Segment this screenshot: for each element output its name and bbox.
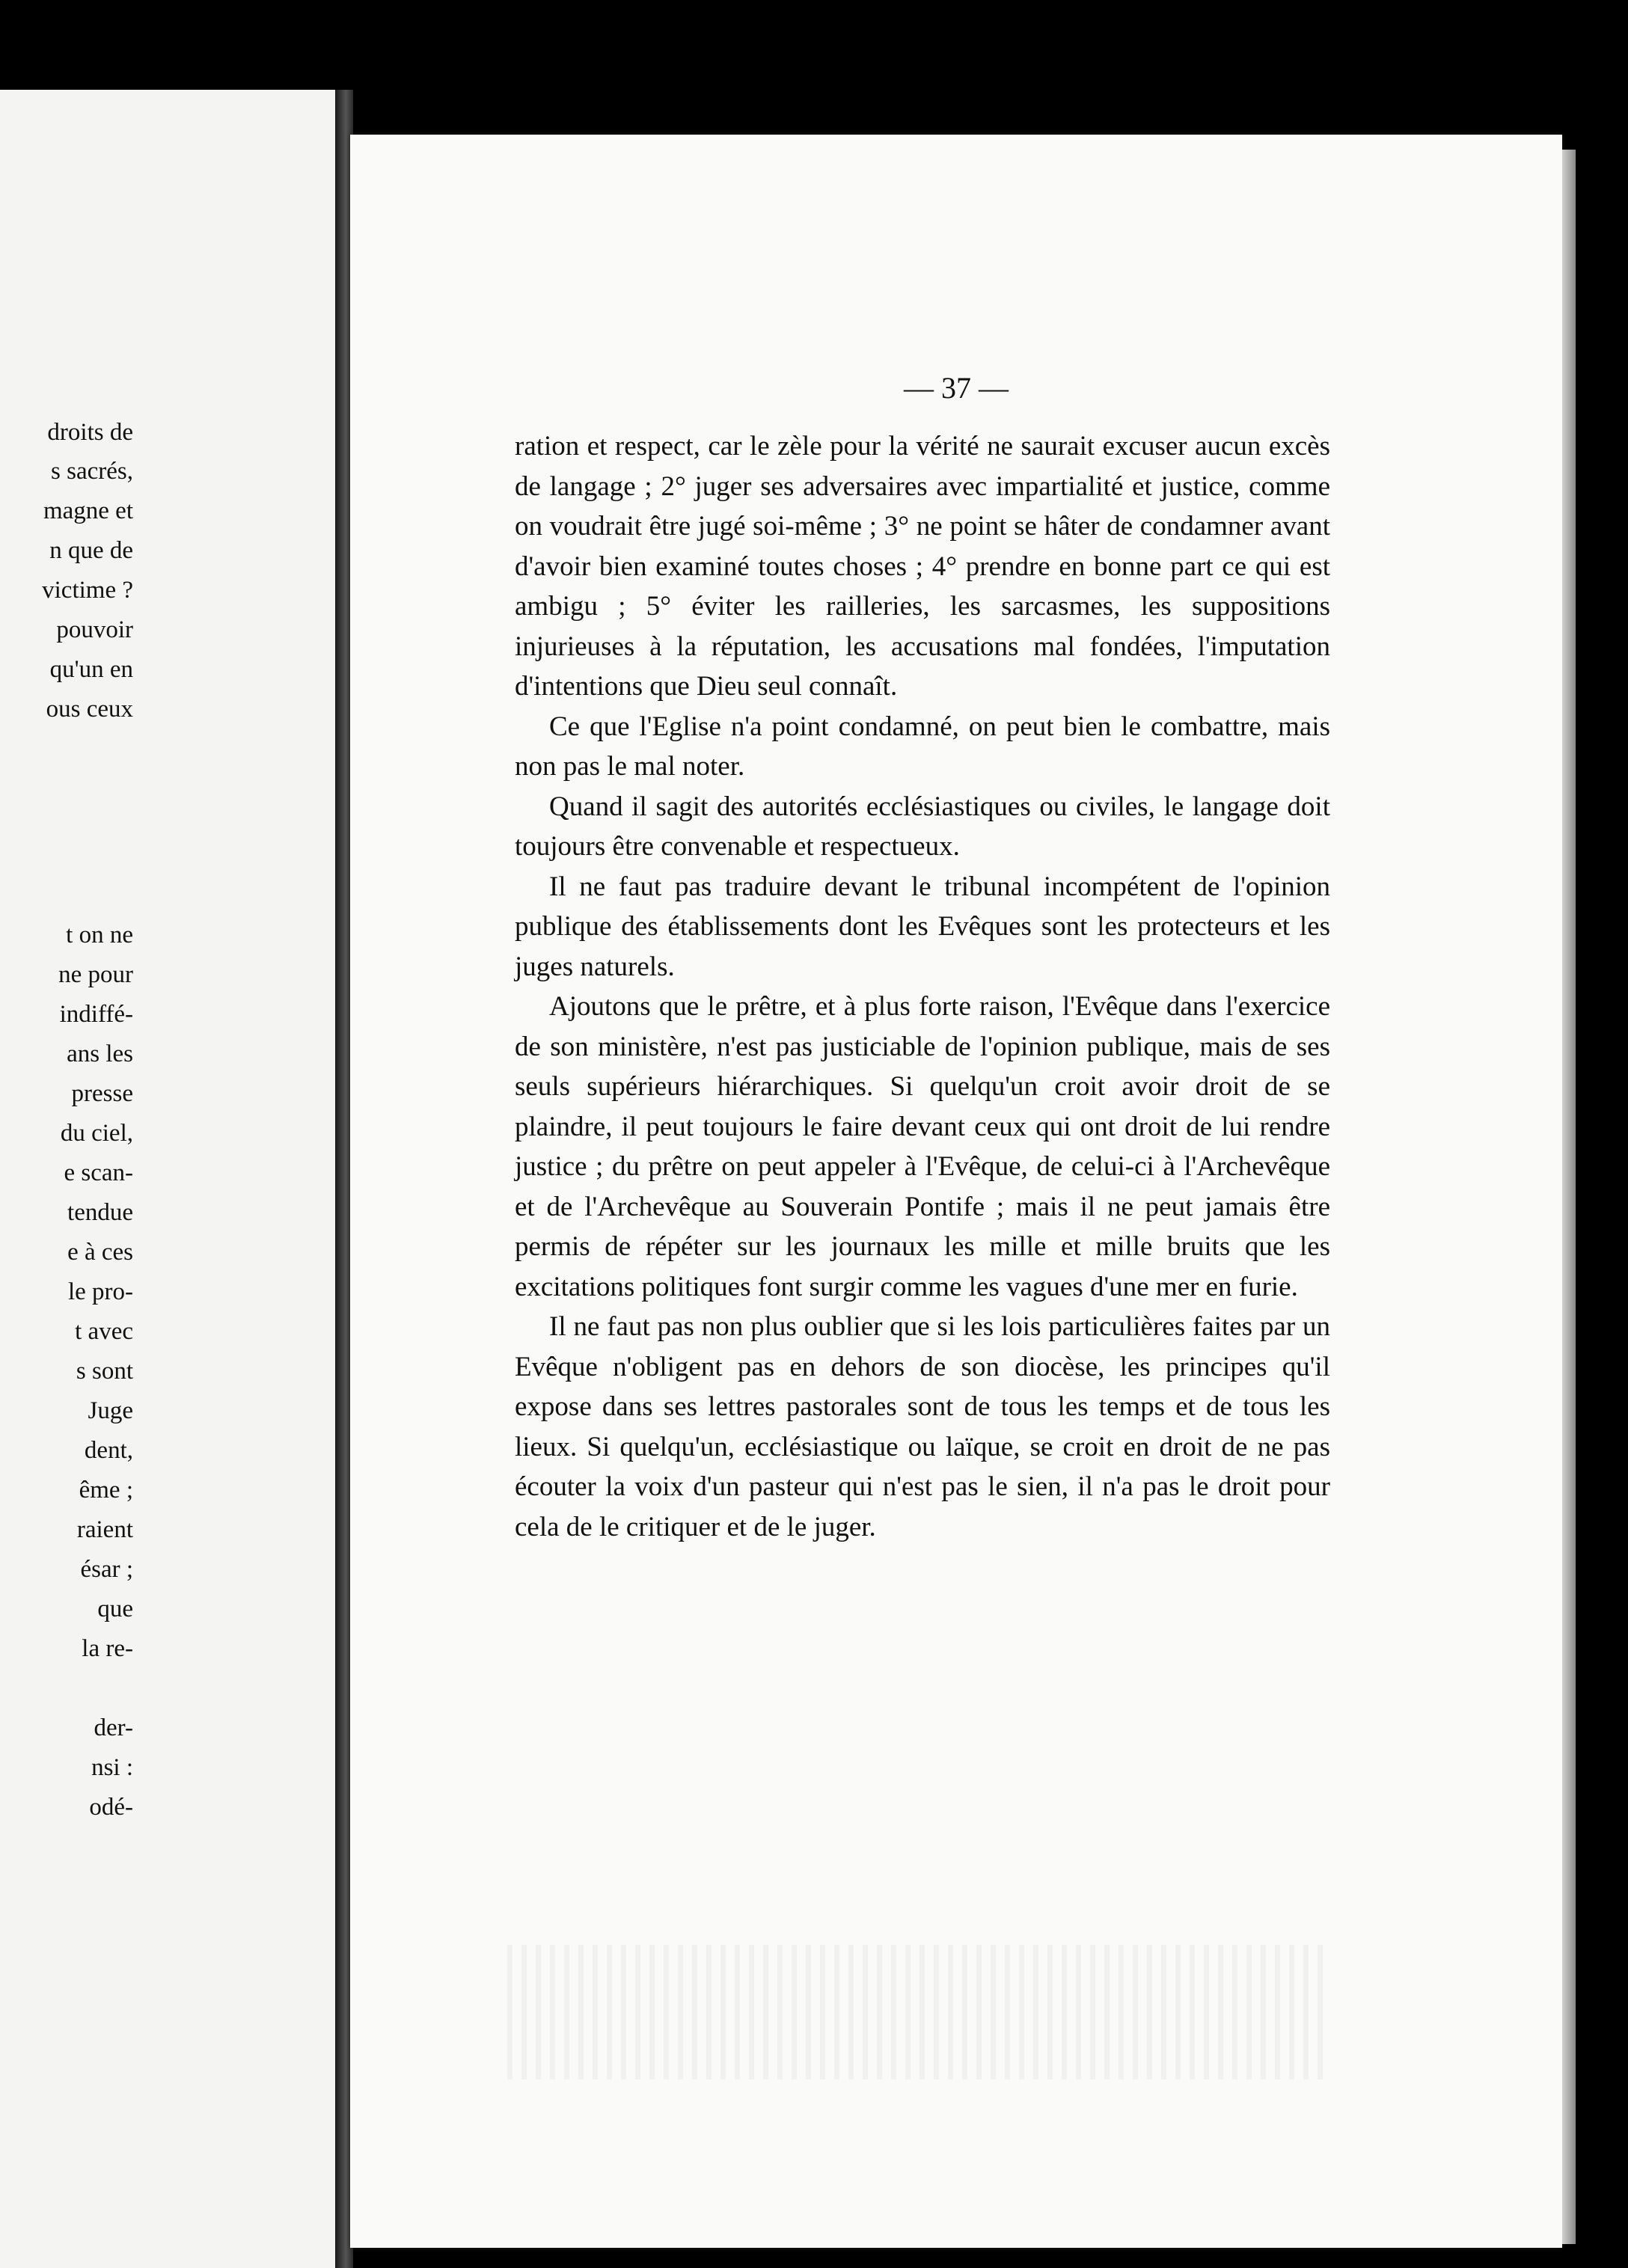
left-fragment: dent, xyxy=(84,1437,133,1464)
right-page xyxy=(350,135,1562,2248)
left-fragment: n que de xyxy=(49,537,133,564)
left-fragment: magne et xyxy=(43,497,133,524)
left-fragment: le pro- xyxy=(67,1278,133,1305)
left-fragment: que xyxy=(97,1596,133,1622)
page-number: — 37 — xyxy=(904,371,1009,405)
left-fragment: t avec xyxy=(75,1318,133,1345)
paragraph: Quand il sagit des autorités ecclésiastiques ou civiles, le langage doit toujours être convenable et respectueux. xyxy=(515,791,1330,862)
left-fragment: raient xyxy=(76,1516,133,1543)
page-body-text xyxy=(515,426,1330,1547)
left-fragment: indiffé- xyxy=(59,1001,133,1028)
left-fragment: ans les xyxy=(67,1040,133,1067)
left-fragment: tendue xyxy=(67,1199,133,1226)
left-fragment: der- xyxy=(94,1714,133,1741)
left-fragment: s sacrés, xyxy=(51,458,133,485)
left-fragment: la re- xyxy=(82,1635,133,1662)
paragraph: Ce que l'Eglise n'a point condamné, on peut bien le combattre, mais non pas le mal noter. xyxy=(515,711,1330,782)
left-fragment: t on ne xyxy=(66,922,133,948)
paragraph: Ajoutons que le prêtre, et à plus forte raison, l'Evêque dans l'exercice de son ministère, n'est pas justiciable de l'opinion publique, mais de ses seuls supérieurs hiérarchiques. Si quelqu'un croit avoir droit de se plaindre, il peut toujours le faire devant ceux qui ont droit de lui rendre justice ; du prêtre on peut appeler à l'Evêque, de celui-ci à l'Archevêque et de l'Archevêque au Souverain Pontife ; mais il ne peut jamais être permis de répéter sur les journaux les mille et mille bruits que les excitations politiques font surgir comme les vagues d'une mer en furie. xyxy=(515,991,1330,1302)
left-fragment: ême ; xyxy=(79,1477,133,1504)
left-fragment: e scan- xyxy=(64,1159,133,1186)
left-fragment: Juge xyxy=(88,1397,133,1424)
paragraph: ration et respect, car le zèle pour la vérité ne saurait excuser aucun excès de langage ; 2° juger ses adversaires avec impartialité et justice, comme on voudrait être jugé soi-même ; 3° ne point se hâter de condamner avant d'avoir bien examiné toutes choses ; 4° prendre en bonne part ce qui est ambigu ; 5° éviter les railleries, les sarcasmes, les suppositions injurieuses à la réputation, les accusations mal fondées, l'imputation d'intentions que Dieu seul connaît. xyxy=(515,431,1330,702)
left-fragment: victime ? xyxy=(42,577,133,604)
left-fragment: pouvoir xyxy=(56,616,133,643)
left-page xyxy=(0,90,335,2268)
left-fragment: nsi : xyxy=(91,1754,133,1781)
left-fragment: s sont xyxy=(76,1358,133,1385)
left-fragment: e à ces xyxy=(67,1239,133,1266)
left-page-text-fragments xyxy=(0,90,335,2268)
bleed-through-smudge xyxy=(507,1945,1330,2079)
paragraph: Il ne faut pas traduire devant le tribunal incompétent de l'opinion publique des établissements dont les Evêques sont les protecteurs et les juges naturels. xyxy=(515,871,1330,982)
left-fragment: ésar ; xyxy=(80,1556,133,1583)
left-fragment: odé- xyxy=(89,1794,133,1821)
left-fragment: presse xyxy=(71,1080,133,1107)
paragraph: Il ne faut pas non plus oublier que si les lois particulières faites par un Evêque n'obligent pas en dehors de son diocèse, les principes qu'il expose dans ses lettres pastorales sont de tous les temps et de tous les lieux. Si quelqu'un, ecclésiastique ou laïque, se croit en droit de ne pas écouter la voix d'un pasteur qui n'est pas le sien, il n'a pas le droit pour cela de le critiquer et de le juger. xyxy=(515,1311,1330,1542)
left-fragment: droits de xyxy=(47,419,133,446)
left-fragment: du ciel, xyxy=(60,1120,133,1147)
page-edge xyxy=(1562,150,1576,2244)
left-fragment: ous ceux xyxy=(46,696,133,723)
left-fragment: ne pour xyxy=(58,961,133,988)
left-fragment: qu'un en xyxy=(49,656,133,683)
